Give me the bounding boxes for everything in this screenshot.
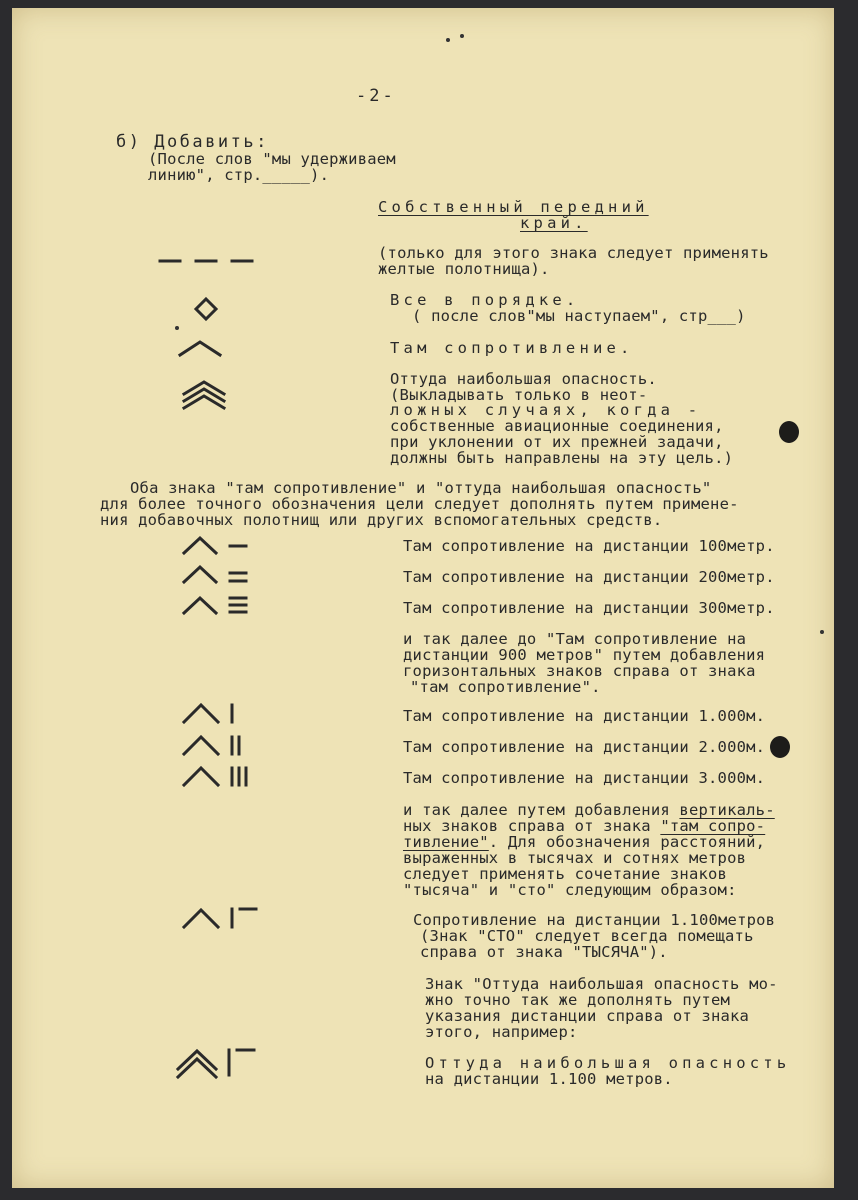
- danger-note-4: этого, например:: [425, 1023, 578, 1041]
- danger-line-1: (Выкладывать только в неот-: [390, 386, 648, 404]
- own-front-title-1: Собственный передний: [378, 198, 649, 216]
- chevron-one-bar-icon: [184, 535, 266, 555]
- both-signs-line-2: для более точного обозначения цели следует дополнять путем примене-: [100, 495, 739, 513]
- section-heading: б) Добавить:: [116, 132, 269, 152]
- thousands-note-1: и так далее путем добавления вертикаль-: [403, 801, 775, 819]
- chevron-two-bars-icon: [184, 564, 266, 586]
- danger-note-2: жно точно так же дополнять путем: [425, 991, 731, 1009]
- combined-line-3: справа от знака "ТЫСЯЧА").: [420, 943, 668, 961]
- own-front-note-1: (только для этого знака следует применять: [378, 244, 769, 262]
- punch-hole: [770, 736, 790, 758]
- ink-speck: [175, 326, 179, 330]
- thousands-note-5: следует применять сочетание знаков: [403, 865, 728, 883]
- ink-speck: [446, 38, 450, 42]
- both-signs-line-1: Оба знака "там сопротивление" и "оттуда наибольшая опасность": [130, 479, 712, 497]
- distance-1000: Там сопротивление на дистанции 1.000м.: [403, 707, 766, 725]
- chevron-icon: [180, 340, 222, 356]
- hundreds-note-1: и так далее до "Там сопротивление на: [403, 630, 747, 648]
- own-front-note-2: желтые полотнища).: [378, 260, 550, 278]
- page-number: -2-: [356, 86, 396, 106]
- both-signs-line-3: ния добавочных полотнищ или других вспомогательных средств.: [100, 511, 663, 529]
- chevron-two-vbars-icon: [184, 734, 266, 756]
- distance-200: Там сопротивление на дистанции 200метр.: [403, 568, 775, 586]
- danger-example-2: на дистанции 1.100 метров.: [425, 1070, 673, 1088]
- distance-300: Там сопротивление на дистанции 300метр.: [403, 599, 775, 617]
- danger-line-4: при уклонении от их прежней задачи,: [390, 433, 724, 451]
- danger-note-3: указания дистанции справа от знака: [425, 1007, 750, 1025]
- distance-2000: Там сопротивление на дистанции 2.000м.: [403, 738, 766, 756]
- distance-100: Там сопротивление на дистанции 100метр.: [403, 537, 775, 555]
- own-front-dashes-icon: [160, 257, 256, 265]
- punch-hole: [779, 421, 799, 443]
- danger-title: Оттуда наибольшая опасность.: [390, 370, 657, 388]
- thousand-hundred-icon: [184, 905, 266, 929]
- all-ok-title: Все в порядке.: [390, 291, 580, 309]
- heading-note-2: линию", стр._____).: [148, 166, 330, 184]
- hundreds-note-4: "там сопротивление".: [410, 678, 601, 696]
- hundreds-note-2: дистанции 900 метров" путем добавления: [403, 646, 766, 664]
- thousands-note-3: тивление". Для обозначения расстояний,: [403, 833, 766, 851]
- thousands-note-2: ных знаков справа от знака "там сопро-: [403, 817, 766, 835]
- danger-line-5: должны быть направлены на эту цель.): [390, 449, 734, 467]
- thousands-note-4: выраженных в тысячах и сотнях метров: [403, 849, 747, 867]
- hundreds-note-3: горизонтальных знаков справа от знака: [403, 662, 756, 680]
- danger-note-1: Знак "Оттуда наибольшая опасность мо-: [425, 975, 778, 993]
- own-front-title-2: край.: [520, 214, 588, 232]
- chevron-three-bars-icon: [184, 593, 266, 617]
- thousands-note-6: "тысяча" и "сто" следующим образом:: [403, 881, 737, 899]
- triple-chevron-icon: [184, 380, 226, 410]
- ink-speck: [820, 630, 824, 634]
- distance-3000: Там сопротивление на дистанции 3.000м.: [403, 769, 766, 787]
- all-ok-note: ( после слов"мы наступаем", стр___): [412, 307, 746, 325]
- danger-example-1: Оттуда наибольшая опасность: [425, 1054, 791, 1072]
- diamond-icon: [195, 298, 217, 320]
- heading-note-1: (После слов "мы удерживаем: [148, 150, 396, 168]
- combined-line-2: (Знак "СТО" следует всегда помещать: [420, 927, 754, 945]
- chevron-three-vbars-icon: [184, 765, 266, 787]
- danger-line-2: ложных случаях, когда -: [390, 401, 702, 419]
- double-chevron-thousand-hundred-icon: [178, 1044, 268, 1080]
- chevron-one-vbar-icon: [184, 702, 266, 724]
- ink-speck: [460, 34, 464, 38]
- combined-line-1: Сопротивление на дистанции 1.100метров: [413, 911, 776, 929]
- danger-line-3: собственные авиационные соединения,: [390, 417, 724, 435]
- resistance-title: Там сопротивление.: [390, 339, 634, 357]
